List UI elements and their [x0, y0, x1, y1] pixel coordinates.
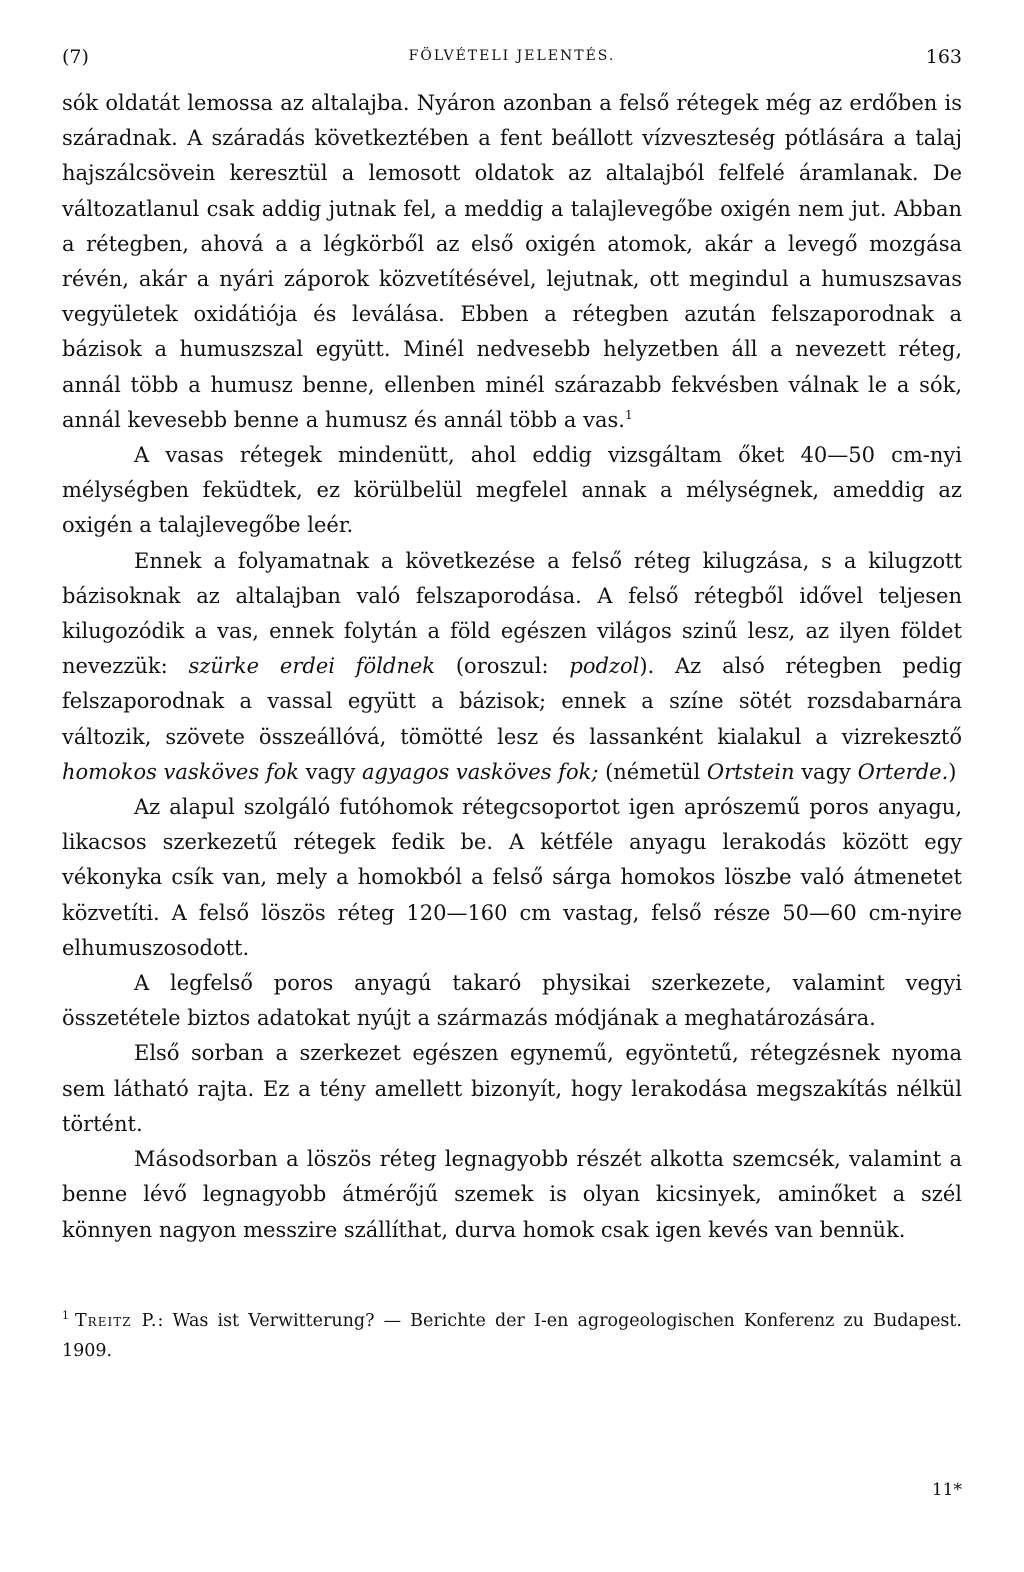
- term-podzol: podzol: [569, 654, 640, 679]
- paragraph-3: Ennek a folyamatnak a következése a felső réteg kilugzása, s a kilugzott bázisoknak az altalajban való felszaporodása. A felső rétegből idővel teljesen kilugozódik a vas, ennek folytán a föld egészen világos szinű lesz, az ilyen földet nevezzük: szürke erdei földnek (oroszul: podzol). Az alsó rétegben pedig felszaporodnak a vassal együtt a bázisok; ennek a színe sötét rozsdabarnára változik, szövete összeállóvá, tömötté lesz és lassanként kialakul a vizrekesztő homokos vasköves fok vagy agyagos vasköves fok; (németül Ortstein vagy Orterde.): [62, 548, 963, 784]
- footnote-reference: 1: [624, 407, 633, 422]
- paragraph-7: Másodsorban a löszös réteg legnagyobb részét alkotta szemcsék, valamint a benne lévő legnagyobb átmérőjű szemek is olyan kicsinyek, aminőket a szél könnyen nagyon messzire szállíthat, durva homok csak igen kevés van bennük.: [62, 1147, 962, 1242]
- printer-signature: 11*: [931, 1480, 962, 1500]
- footnote-author: Treitz P.: [75, 1310, 158, 1331]
- paragraph-5: A legfelső poros anyagú takaró physikai szerkezete, valamint vegyi összetétele biztos adatokat nyújt a származás módjának a meghatározására.: [62, 971, 962, 1031]
- term-orterde: Orterde.: [857, 759, 949, 784]
- body-text: [62, 86, 962, 1248]
- term-homokos-vaskoves-fok: homokos vasköves fok: [62, 759, 299, 784]
- running-title: FÖLVÉTELI JELENTÉS.: [408, 48, 616, 64]
- footnote-text: : Was ist Verwitterung? — Berichte der I-en agrogeologischen Konferenz zu Budapest. 1909.: [62, 1310, 962, 1361]
- page: [62, 46, 962, 1366]
- page-number: 163: [925, 46, 962, 68]
- term-ortstein: Ortstein: [706, 759, 795, 784]
- paragraph-2: A vasas rétegek mindenütt, ahol eddig vizsgáltam őket 40—50 cm-nyi mélységben feküdtek, ez körülbelül megfelel annak a mélységnek, ameddig az oxigén a talajlevegőbe leér.: [62, 443, 962, 538]
- running-header: [62, 46, 962, 86]
- footnote: [62, 1306, 962, 1366]
- paragraph-6: Első sorban a szerkezet egészen egynemű, egyöntetű, rétegzésnek nyoma sem látható rajta. Ez a tény amellett bizonyít, hogy lerakodása megszakítás nélkül történt.: [62, 1041, 962, 1136]
- paragraph-4: Az alapul szolgáló futóhomok rétegcsoportot igen aprószemű poros anyagu, likacsos szerkezetű rétegek fedik be. A kétféle anyagu lerakodás között egy vékonyka csík van, mely a homokból a felső sárga homokos löszbe való átmenetet közvetíti. A felső löszös réteg 120—160 cm vastag, felső része 50—60 cm-nyire elhumuszosodott.: [62, 795, 962, 960]
- term-szurke-erdei-fold: szürke erdei földnek: [188, 654, 436, 679]
- term-agyagos-vaskoves-fok: agyagos vasköves fok;: [362, 759, 599, 784]
- footnote-mark: 1: [62, 1308, 69, 1322]
- section-number: (7): [62, 46, 89, 68]
- paragraph-1: sók oldatát lemossa az altalajba. Nyáron azonban a felső rétegek még az erdőben is száradnak. A száradás következtében a fent beállott vízveszteség pótlására a talaj hajszálcsövein keresztül a lemosott oldatok az altalajból felfelé áramlanak. De változatlanul csak addig jutnak fel, a meddig a talajlevegőbe oxigén nem jut. Abban a rétegben, ahová a a légkörből az első oxigén atomok, akár a levegő mozgása révén, akár a nyári záporok közvetítésével, lejutnak, ott megindul a humuszsavas vegyületek oxidátiója és leválása. Ebben a rétegben azután felszaporodnak a bázisok a humuszszal együtt. Minél nedvesebb helyzetben áll a nevezett réteg, annál több a humusz benne, ellenben minél szárazabb fekvésben válnak le a sók, annál kevesebb benne a humusz és annál több a vas.$^1$: [62, 91, 962, 432]
